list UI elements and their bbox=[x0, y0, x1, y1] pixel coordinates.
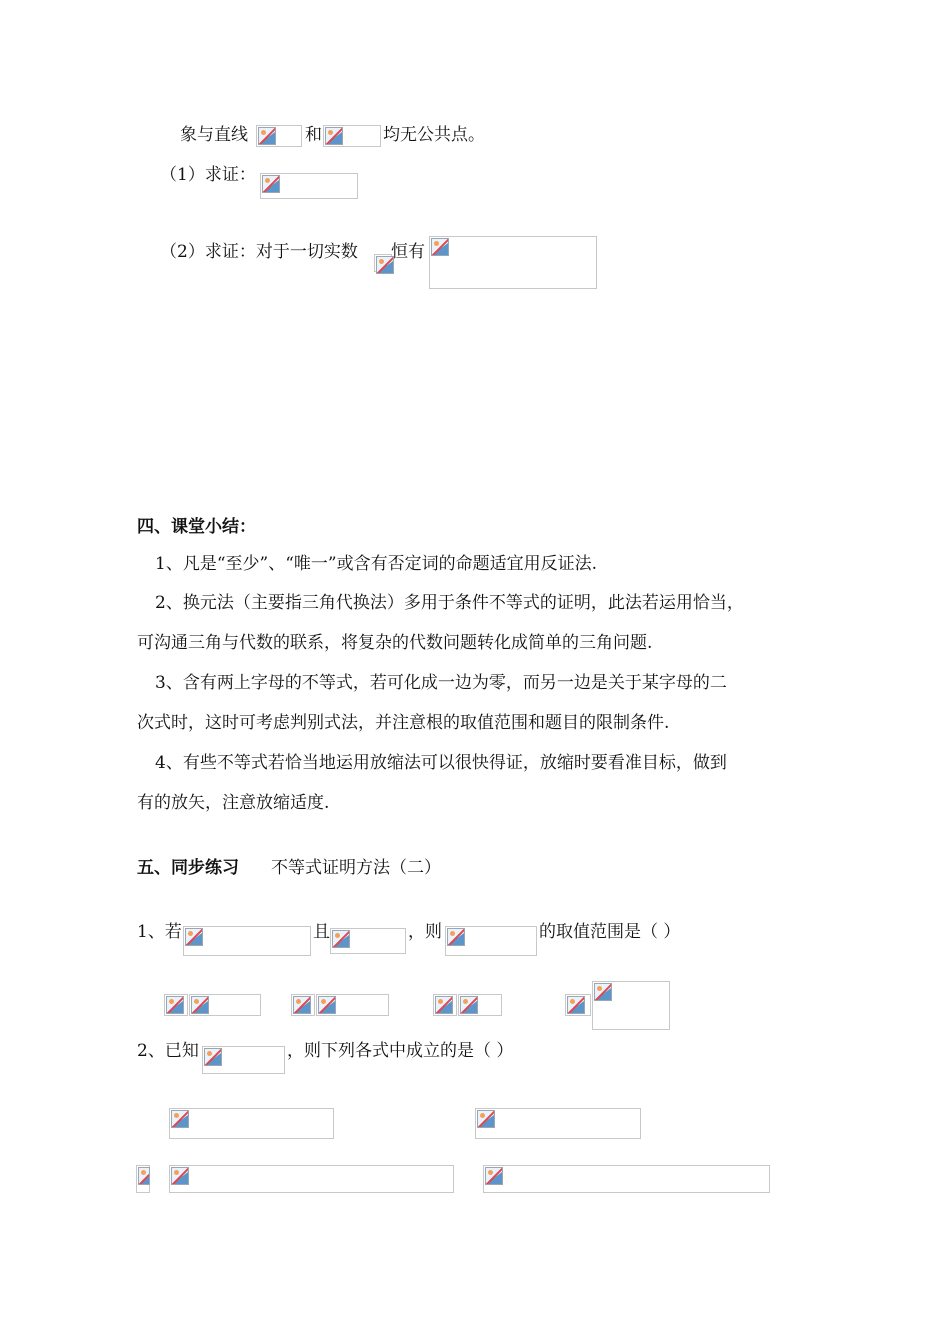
formula-image-line2 bbox=[323, 125, 381, 147]
q2-option-b-image bbox=[475, 1108, 641, 1139]
intro-q2-tail: 恒有 bbox=[391, 242, 425, 262]
summary-p1: 1、凡是“至少”、“唯一”或含有否定词的命题适宜用反证法. bbox=[155, 554, 597, 574]
summary-p3-line1: 3、含有两上字母的不等式，若可化成一边为零，而另一边是关于某字母的二 bbox=[155, 673, 727, 693]
q1-text-c: ，则 bbox=[408, 922, 442, 942]
formula-image-line1 bbox=[256, 125, 302, 147]
option-b-label-image bbox=[291, 994, 315, 1016]
broken-image-icon bbox=[258, 127, 276, 145]
broken-image-icon bbox=[332, 930, 350, 948]
formula-image-q1-expr bbox=[445, 926, 537, 956]
option-a-image bbox=[189, 994, 261, 1016]
broken-image-icon bbox=[293, 996, 311, 1014]
option-d-label-image bbox=[565, 994, 591, 1016]
q1-text-a: 1、若 bbox=[137, 922, 182, 942]
formula-image-q1-cond1 bbox=[183, 926, 311, 956]
q2-option-c-image bbox=[169, 1165, 454, 1193]
summary-p4-line2: 有的放矢，注意放缩适度. bbox=[137, 793, 330, 813]
option-c-label-image bbox=[433, 994, 457, 1016]
option-a-label-image bbox=[164, 994, 188, 1016]
intro-line1-text-b: 和 bbox=[305, 125, 322, 145]
option-c-image bbox=[458, 994, 502, 1016]
broken-image-icon bbox=[477, 1110, 495, 1128]
broken-image-icon bbox=[185, 928, 203, 946]
q1-text-d: 的取值范围是（ ） bbox=[539, 922, 681, 942]
formula-image-q2 bbox=[429, 236, 597, 289]
broken-image-icon bbox=[435, 996, 453, 1014]
broken-image-icon bbox=[166, 996, 184, 1014]
broken-image-icon bbox=[138, 1167, 150, 1185]
summary-p2-line2: 可沟通三角与代数的联系，将复杂的代数问题转化成简单的三角问题. bbox=[137, 633, 653, 653]
broken-image-icon bbox=[567, 996, 585, 1014]
broken-image-icon bbox=[485, 1167, 503, 1185]
intro-q1-label: （1）求证： bbox=[160, 165, 256, 185]
broken-image-icon bbox=[460, 996, 478, 1014]
q2-option-a-image bbox=[169, 1108, 334, 1139]
practice-heading: 五、同步练习 bbox=[137, 858, 239, 878]
broken-image-icon bbox=[171, 1110, 189, 1128]
q2-text-a: 2、已知 bbox=[137, 1041, 199, 1061]
intro-q2-label: （2）求证：对于一切实数 bbox=[160, 242, 358, 262]
formula-image-q1 bbox=[260, 173, 358, 199]
q1-text-b: 且 bbox=[313, 922, 330, 942]
summary-heading: 四、课堂小结： bbox=[137, 517, 256, 537]
broken-image-icon bbox=[594, 983, 612, 1001]
broken-image-icon bbox=[204, 1048, 222, 1066]
summary-p2-line1: 2、换元法（主要指三角代换法）多用于条件不等式的证明，此法若运用恰当， bbox=[155, 593, 744, 613]
broken-image-icon bbox=[447, 928, 465, 946]
q2-text-b: ，则下列各式中成立的是（ ） bbox=[287, 1041, 514, 1061]
formula-image-q2-var bbox=[374, 254, 392, 272]
option-d-image bbox=[592, 981, 670, 1030]
formula-image-q2-cond bbox=[202, 1046, 285, 1074]
broken-image-icon bbox=[325, 127, 343, 145]
broken-image-icon bbox=[262, 175, 280, 193]
broken-image-icon bbox=[431, 238, 449, 256]
intro-line1-text-a: 象与直线 bbox=[180, 125, 248, 145]
practice-subheading: 不等式证明方法（二） bbox=[271, 858, 441, 878]
summary-p4-line1: 4、有些不等式若恰当地运用放缩法可以很快得证，放缩时要看准目标，做到 bbox=[155, 753, 727, 773]
broken-image-icon bbox=[171, 1167, 189, 1185]
option-b-image bbox=[316, 994, 389, 1016]
broken-image-icon bbox=[191, 996, 209, 1014]
formula-image-q1-cond2 bbox=[330, 928, 406, 954]
q2-option-d-image bbox=[483, 1165, 770, 1193]
intro-line1-text-c: 均无公共点。 bbox=[383, 125, 485, 145]
summary-p3-line2: 次式时，这时可考虑判别式法，并注意根的取值范围和题目的限制条件. bbox=[137, 713, 670, 733]
broken-image-icon bbox=[318, 996, 336, 1014]
q2-option-c-label-image bbox=[136, 1165, 150, 1193]
